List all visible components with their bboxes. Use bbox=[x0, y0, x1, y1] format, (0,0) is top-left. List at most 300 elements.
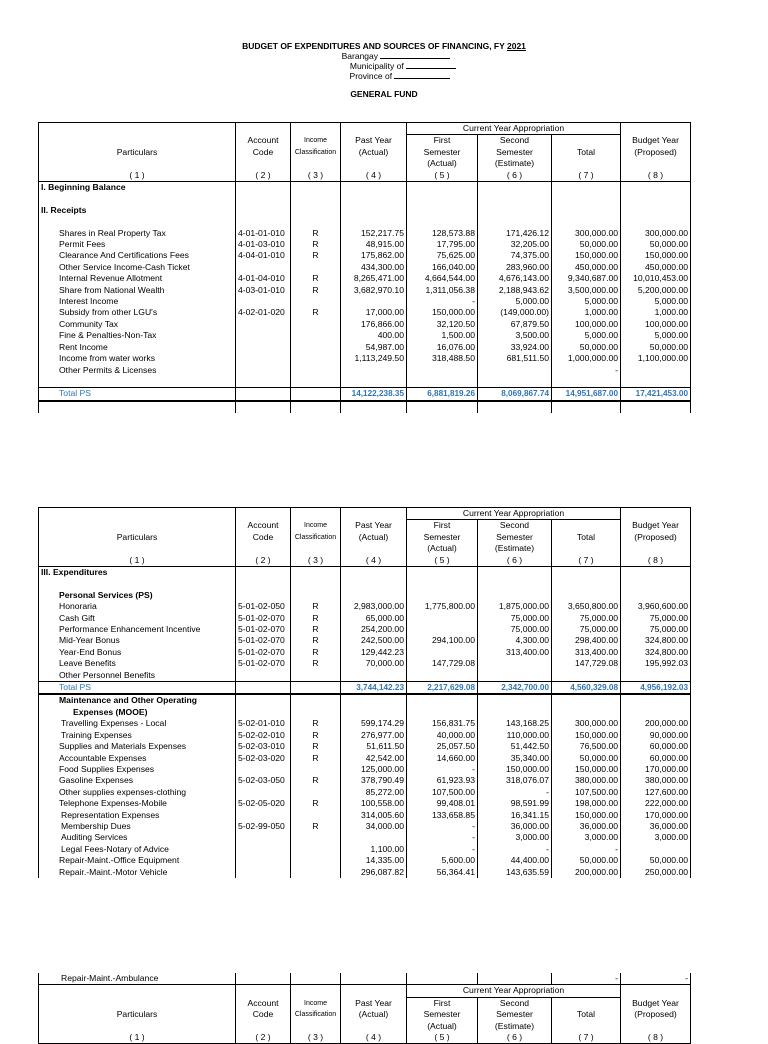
first-semester bbox=[407, 567, 478, 579]
budget-year: 50,000.00 bbox=[621, 239, 691, 250]
account-code: 5-01-02-070 bbox=[236, 624, 291, 635]
header-blank bbox=[39, 1021, 236, 1032]
past-year bbox=[341, 193, 407, 204]
particulars: Membership Dues bbox=[39, 821, 236, 832]
income-class bbox=[291, 682, 341, 695]
particulars: Income from water works bbox=[39, 353, 236, 364]
first-semester: 1,775,800.00 bbox=[407, 601, 478, 612]
mooe-row bbox=[39, 821, 691, 832]
mooe-row bbox=[39, 741, 691, 752]
income-class: R bbox=[291, 741, 341, 752]
first-semester-header: Semester bbox=[407, 532, 478, 543]
total: 450,000.00 bbox=[552, 262, 621, 273]
blank-row bbox=[39, 193, 691, 204]
past-year: 1,100.00 bbox=[341, 844, 407, 855]
particulars: Cash Gift bbox=[39, 613, 236, 624]
past-year: 14,335.00 bbox=[341, 855, 407, 866]
budget-year: 3,000.00 bbox=[621, 832, 691, 843]
header-blank bbox=[621, 508, 691, 520]
account-code: 5-01-02-070 bbox=[236, 613, 291, 624]
income-class bbox=[291, 342, 341, 353]
second-semester: 74,375.00 bbox=[478, 250, 552, 261]
past-year: 51,611.50 bbox=[341, 741, 407, 752]
budget-year bbox=[621, 670, 691, 682]
header-row bbox=[39, 1021, 691, 1032]
ps-row bbox=[39, 670, 691, 682]
total: - bbox=[552, 365, 621, 376]
particulars: Total PS bbox=[39, 682, 236, 695]
past-year bbox=[341, 205, 407, 216]
budget-year: 100,000.00 bbox=[621, 319, 691, 330]
past-year: 276,977.00 bbox=[341, 730, 407, 741]
income-class bbox=[291, 388, 341, 401]
first-semester: 2,217,629.08 bbox=[407, 682, 478, 695]
budget-year: 324,800.00 bbox=[621, 647, 691, 658]
budget-year: 60,000.00 bbox=[621, 753, 691, 764]
header-blank bbox=[236, 123, 291, 135]
past-year-header: (Actual) bbox=[341, 1009, 407, 1020]
income-class bbox=[291, 193, 341, 204]
first-semester-header: First bbox=[407, 135, 478, 147]
second-semester: 171,426.12 bbox=[478, 228, 552, 239]
particulars: Shares in Real Property Tax bbox=[39, 228, 236, 239]
receipt-row bbox=[39, 365, 691, 376]
budget-year bbox=[621, 365, 691, 376]
account-code: 5-01-02-070 bbox=[236, 635, 291, 646]
column-number: ( 7 ) bbox=[552, 555, 621, 567]
income-class bbox=[291, 832, 341, 843]
particulars: Training Expenses bbox=[39, 730, 236, 741]
income-class bbox=[291, 401, 341, 413]
account-code bbox=[236, 670, 291, 682]
account-code bbox=[236, 694, 291, 706]
mooe-row bbox=[39, 718, 691, 729]
second-semester bbox=[478, 658, 552, 669]
receipts-total-row bbox=[39, 388, 691, 401]
current-year-header: Current Year Appropriation bbox=[407, 123, 621, 135]
second-semester: 4,676,143.00 bbox=[478, 273, 552, 284]
header-row bbox=[39, 543, 691, 554]
header-blank bbox=[39, 997, 236, 1009]
account-code bbox=[236, 832, 291, 843]
column-number: ( 3 ) bbox=[291, 170, 341, 182]
income-class: R bbox=[291, 718, 341, 729]
current-year-header: Current Year Appropriation bbox=[407, 985, 621, 997]
income-class: R bbox=[291, 307, 341, 318]
income-class: R bbox=[291, 775, 341, 786]
header-blank bbox=[552, 520, 621, 532]
first-semester: 75,625.00 bbox=[407, 250, 478, 261]
total bbox=[552, 401, 621, 413]
first-semester-header: Semester bbox=[407, 1009, 478, 1020]
account-code: 5-02-03-010 bbox=[236, 741, 291, 752]
first-semester: - bbox=[407, 296, 478, 307]
budget-year-header: (Proposed) bbox=[621, 147, 691, 158]
past-year: 129,442.23 bbox=[341, 647, 407, 658]
second-semester-header: Semester bbox=[478, 147, 552, 158]
mooe-row bbox=[39, 832, 691, 843]
total: 36,000.00 bbox=[552, 821, 621, 832]
total bbox=[552, 205, 621, 216]
second-semester bbox=[478, 590, 552, 601]
column-number: ( 4 ) bbox=[341, 555, 407, 567]
income-class bbox=[291, 330, 341, 341]
first-semester bbox=[407, 707, 478, 718]
first-semester bbox=[407, 401, 478, 413]
first-semester: 133,658.85 bbox=[407, 810, 478, 821]
income-class: R bbox=[291, 635, 341, 646]
header-blank bbox=[552, 135, 621, 147]
first-semester: 166,040.00 bbox=[407, 262, 478, 273]
account-code bbox=[236, 401, 291, 413]
past-year: 85,272.00 bbox=[341, 787, 407, 798]
second-semester: 75,000.00 bbox=[478, 624, 552, 635]
column-number: ( 1 ) bbox=[39, 555, 236, 567]
income-class: R bbox=[291, 658, 341, 669]
particulars: Legal Fees-Notary of Advice bbox=[39, 844, 236, 855]
income-class-header: Income bbox=[291, 520, 341, 532]
total bbox=[552, 670, 621, 682]
past-year: 48,915.00 bbox=[341, 239, 407, 250]
mooe-row bbox=[39, 787, 691, 798]
past-year bbox=[341, 973, 407, 985]
receipt-row bbox=[39, 262, 691, 273]
account-code bbox=[236, 262, 291, 273]
account-code: 4-01-01-010 bbox=[236, 228, 291, 239]
past-year bbox=[341, 590, 407, 601]
header-row bbox=[39, 997, 691, 1009]
receipt-row bbox=[39, 239, 691, 250]
mooe-row bbox=[39, 775, 691, 786]
header-blank bbox=[552, 1021, 621, 1032]
budget-year: 222,000.00 bbox=[621, 798, 691, 809]
second-semester-header: Second bbox=[478, 135, 552, 147]
column-number: ( 5 ) bbox=[407, 170, 478, 182]
income-class bbox=[291, 764, 341, 775]
particulars-header: Particulars bbox=[39, 532, 236, 543]
particulars: Permit Fees bbox=[39, 239, 236, 250]
account-code: 5-02-99-050 bbox=[236, 821, 291, 832]
first-semester: 294,100.00 bbox=[407, 635, 478, 646]
header-blank bbox=[621, 123, 691, 135]
header-blank bbox=[236, 1021, 291, 1032]
second-semester: 3,500.00 bbox=[478, 330, 552, 341]
first-semester bbox=[407, 182, 478, 194]
past-year: 242,500.00 bbox=[341, 635, 407, 646]
header-blank bbox=[39, 135, 236, 147]
column-number: ( 2 ) bbox=[236, 1032, 291, 1044]
budget-year bbox=[621, 590, 691, 601]
past-year-header: (Actual) bbox=[341, 532, 407, 543]
second-semester: 110,000.00 bbox=[478, 730, 552, 741]
second-semester-header: (Estimate) bbox=[478, 1021, 552, 1032]
account-code bbox=[236, 353, 291, 364]
budget-year: 60,000.00 bbox=[621, 741, 691, 752]
income-class-header: Income bbox=[291, 135, 341, 147]
column-number: ( 6 ) bbox=[478, 170, 552, 182]
past-year: 434,300.00 bbox=[341, 262, 407, 273]
second-semester: (149,000.00) bbox=[478, 307, 552, 318]
particulars: Other supplies expenses-clothing bbox=[39, 787, 236, 798]
header-blank bbox=[341, 508, 407, 520]
column-number: ( 4 ) bbox=[341, 1032, 407, 1044]
section-label-row bbox=[39, 590, 691, 601]
account-code: 4-04-01-010 bbox=[236, 250, 291, 261]
total: 5,000.00 bbox=[552, 296, 621, 307]
particulars: Rent Income bbox=[39, 342, 236, 353]
mooe-label: Expenses (MOOE) bbox=[39, 707, 236, 718]
account-code: 5-02-03-050 bbox=[236, 775, 291, 786]
past-year bbox=[341, 567, 407, 579]
receipt-row bbox=[39, 307, 691, 318]
barangay-line: Barangay bbox=[0, 51, 768, 61]
particulars: Interest Income bbox=[39, 296, 236, 307]
first-semester-header: Semester bbox=[407, 147, 478, 158]
total: 76,500.00 bbox=[552, 741, 621, 752]
section-label bbox=[39, 376, 236, 388]
second-semester: 35,340.00 bbox=[478, 753, 552, 764]
second-semester: 5,000.00 bbox=[478, 296, 552, 307]
second-semester: 1,875,000.00 bbox=[478, 601, 552, 612]
budget-year: 5,000.00 bbox=[621, 296, 691, 307]
account-code-header: Code bbox=[236, 147, 291, 158]
past-year: 100,558.00 bbox=[341, 798, 407, 809]
account-code bbox=[236, 764, 291, 775]
account-code: 5-02-05-020 bbox=[236, 798, 291, 809]
first-semester: 40,000.00 bbox=[407, 730, 478, 741]
past-year: 3,744,142.23 bbox=[341, 682, 407, 695]
total: 107,500.00 bbox=[552, 787, 621, 798]
budget-year bbox=[621, 567, 691, 579]
past-year: 14,122,238.35 bbox=[341, 388, 407, 401]
particulars: Performance Enhancement Incentive bbox=[39, 624, 236, 635]
ps-row bbox=[39, 601, 691, 612]
second-semester: 681,511.50 bbox=[478, 353, 552, 364]
total: 300,000.00 bbox=[552, 718, 621, 729]
second-semester bbox=[478, 567, 552, 579]
income-class-header: Classification bbox=[291, 532, 341, 543]
account-code bbox=[236, 810, 291, 821]
income-class-header: Classification bbox=[291, 147, 341, 158]
past-year bbox=[341, 694, 407, 706]
second-semester-header: Semester bbox=[478, 1009, 552, 1020]
account-code bbox=[236, 682, 291, 695]
header-row bbox=[39, 158, 691, 169]
header-blank bbox=[621, 543, 691, 554]
total: 50,000.00 bbox=[552, 239, 621, 250]
column-number: ( 7 ) bbox=[552, 170, 621, 182]
second-semester-header: (Estimate) bbox=[478, 543, 552, 554]
header-blank bbox=[621, 158, 691, 169]
past-year: 3,682,970.10 bbox=[341, 285, 407, 296]
mooe-row bbox=[39, 810, 691, 821]
budget-year: 450,000.00 bbox=[621, 262, 691, 273]
budget-year bbox=[621, 578, 691, 589]
total: 150,000.00 bbox=[552, 764, 621, 775]
budget-year bbox=[621, 401, 691, 413]
account-code bbox=[236, 867, 291, 878]
income-class bbox=[291, 262, 341, 273]
header-row bbox=[39, 123, 691, 135]
second-semester: 3,000.00 bbox=[478, 832, 552, 843]
column-number: ( 4 ) bbox=[341, 170, 407, 182]
past-year bbox=[341, 832, 407, 843]
total: 3,500,000.00 bbox=[552, 285, 621, 296]
column-number: ( 3 ) bbox=[291, 1032, 341, 1044]
past-year bbox=[341, 670, 407, 682]
second-semester: - bbox=[478, 844, 552, 855]
income-class bbox=[291, 578, 341, 589]
second-semester bbox=[478, 401, 552, 413]
blank-row bbox=[39, 216, 691, 227]
first-semester: 25,057.50 bbox=[407, 741, 478, 752]
column-number: ( 8 ) bbox=[621, 1032, 691, 1044]
total: 198,000.00 bbox=[552, 798, 621, 809]
past-year: 176,866.00 bbox=[341, 319, 407, 330]
budget-year bbox=[621, 844, 691, 855]
budget-year: 170,000.00 bbox=[621, 764, 691, 775]
past-year: 17,000.00 bbox=[341, 307, 407, 318]
first-semester: 56,364.41 bbox=[407, 867, 478, 878]
total: 1,000,000.00 bbox=[552, 353, 621, 364]
account-code bbox=[236, 376, 291, 388]
first-semester: 1,311,056.38 bbox=[407, 285, 478, 296]
budget-year: 127,600.00 bbox=[621, 787, 691, 798]
header-blank bbox=[341, 985, 407, 997]
expenditures-table bbox=[38, 507, 691, 878]
account-code-header: Account bbox=[236, 520, 291, 532]
total-header: Total bbox=[552, 147, 621, 158]
header-row bbox=[39, 147, 691, 158]
income-class: R bbox=[291, 798, 341, 809]
second-semester: 4,300.00 bbox=[478, 635, 552, 646]
first-semester bbox=[407, 973, 478, 985]
column-number: ( 3 ) bbox=[291, 555, 341, 567]
account-code-header: Account bbox=[236, 997, 291, 1009]
account-code: 5-01-02-070 bbox=[236, 658, 291, 669]
header-blank bbox=[552, 997, 621, 1009]
income-class: R bbox=[291, 624, 341, 635]
second-semester: 32,205.00 bbox=[478, 239, 552, 250]
second-semester: 67,879.50 bbox=[478, 319, 552, 330]
personal-services-label: Personal Services (PS) bbox=[39, 590, 236, 601]
income-class bbox=[291, 376, 341, 388]
income-class: R bbox=[291, 601, 341, 612]
ps-row bbox=[39, 647, 691, 658]
receipt-row bbox=[39, 285, 691, 296]
past-year bbox=[341, 365, 407, 376]
budget-year bbox=[621, 694, 691, 706]
second-semester bbox=[478, 578, 552, 589]
first-semester: 156,831.75 bbox=[407, 718, 478, 729]
budget-year: 50,000.00 bbox=[621, 855, 691, 866]
current-year-header: Current Year Appropriation bbox=[407, 508, 621, 520]
receipts-label: II. Receipts bbox=[39, 205, 236, 216]
second-semester: 318,076.07 bbox=[478, 775, 552, 786]
header-blank bbox=[291, 508, 341, 520]
second-semester-header: Second bbox=[478, 520, 552, 532]
account-code bbox=[236, 319, 291, 330]
total: 50,000.00 bbox=[552, 342, 621, 353]
total: 380,000.00 bbox=[552, 775, 621, 786]
budget-year: 150,000.00 bbox=[621, 250, 691, 261]
past-year-header: (Actual) bbox=[341, 147, 407, 158]
past-year bbox=[341, 707, 407, 718]
second-semester: 51,442.50 bbox=[478, 741, 552, 752]
budget-year: 5,000.00 bbox=[621, 330, 691, 341]
account-code bbox=[236, 567, 291, 579]
total: 50,000.00 bbox=[552, 855, 621, 866]
total: - bbox=[552, 844, 621, 855]
first-semester-header: (Actual) bbox=[407, 1021, 478, 1032]
second-semester: 2,342,700.00 bbox=[478, 682, 552, 695]
past-year: 1,113,249.50 bbox=[341, 353, 407, 364]
blank-row bbox=[39, 578, 691, 589]
total bbox=[552, 578, 621, 589]
particulars: Gasoline Expenses bbox=[39, 775, 236, 786]
income-class bbox=[291, 707, 341, 718]
first-semester bbox=[407, 694, 478, 706]
section-label-row bbox=[39, 205, 691, 216]
header-row bbox=[39, 1009, 691, 1020]
income-class bbox=[291, 867, 341, 878]
receipts-table bbox=[38, 122, 691, 413]
first-semester: 14,660.00 bbox=[407, 753, 478, 764]
header-blank bbox=[39, 985, 236, 997]
particulars: Fine & Penalties-Non-Tax bbox=[39, 330, 236, 341]
income-class bbox=[291, 694, 341, 706]
income-class: R bbox=[291, 613, 341, 624]
header-row bbox=[39, 1032, 691, 1044]
account-code: 5-02-01-010 bbox=[236, 718, 291, 729]
header-blank bbox=[291, 543, 341, 554]
first-semester: 147,729.08 bbox=[407, 658, 478, 669]
income-class bbox=[291, 353, 341, 364]
account-code bbox=[236, 844, 291, 855]
account-code bbox=[236, 216, 291, 227]
second-semester: 8,069,867.74 bbox=[478, 388, 552, 401]
account-code: 4-03-01-010 bbox=[236, 285, 291, 296]
header-blank bbox=[39, 543, 236, 554]
past-year: 599,174.29 bbox=[341, 718, 407, 729]
ps-row bbox=[39, 624, 691, 635]
particulars: Share from National Wealth bbox=[39, 285, 236, 296]
first-semester bbox=[407, 365, 478, 376]
second-semester: - bbox=[478, 787, 552, 798]
receipt-row bbox=[39, 296, 691, 307]
first-semester bbox=[407, 216, 478, 227]
budget-year-header: (Proposed) bbox=[621, 532, 691, 543]
total: 75,000.00 bbox=[552, 613, 621, 624]
receipt-row bbox=[39, 273, 691, 284]
account-code bbox=[236, 296, 291, 307]
income-class-header: Income bbox=[291, 997, 341, 1009]
second-semester: 98,591.99 bbox=[478, 798, 552, 809]
first-semester bbox=[407, 205, 478, 216]
account-code bbox=[236, 205, 291, 216]
particulars: Other Service Income-Cash Ticket bbox=[39, 262, 236, 273]
header-row bbox=[39, 170, 691, 182]
income-class bbox=[291, 205, 341, 216]
fiscal-year: 2021 bbox=[507, 41, 526, 51]
header-row bbox=[39, 508, 691, 520]
section-label-row bbox=[39, 694, 691, 706]
past-year: 8,265,471.00 bbox=[341, 273, 407, 284]
first-semester-header: First bbox=[407, 520, 478, 532]
total: 300,000.00 bbox=[552, 228, 621, 239]
column-number: ( 2 ) bbox=[236, 555, 291, 567]
past-year: 42,542.00 bbox=[341, 753, 407, 764]
